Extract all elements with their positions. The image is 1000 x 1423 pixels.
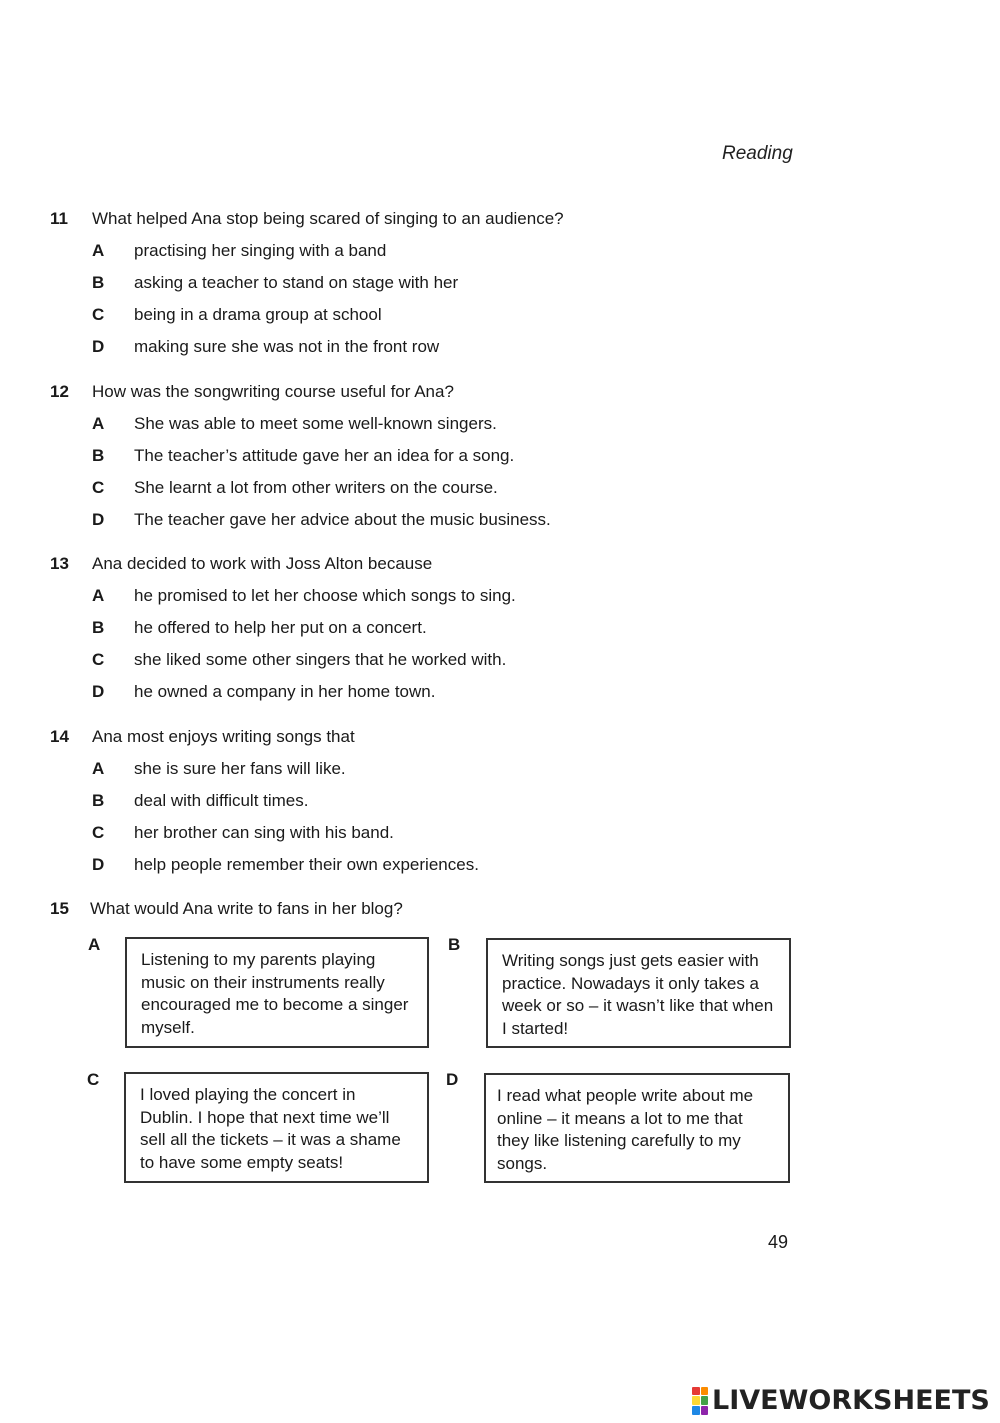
option-letter: A xyxy=(92,759,105,778)
question-14 xyxy=(0,727,1000,887)
question-13 xyxy=(0,554,1000,714)
option-letter: C xyxy=(92,478,105,497)
option-text: deal with difficult times. xyxy=(134,791,309,810)
option-b[interactable] xyxy=(0,791,1000,823)
option-a[interactable] xyxy=(0,414,1000,446)
blog-option-box-d[interactable]: I read what people write about me online – it means a lot to me that they like listening carefully to my songs. xyxy=(484,1073,790,1183)
option-d[interactable] xyxy=(0,682,1000,714)
box-letter-b: B xyxy=(448,935,461,954)
option-letter: A xyxy=(92,586,105,605)
question-12 xyxy=(0,382,1000,542)
box-letter-a: A xyxy=(88,935,101,954)
question-text: Ana decided to work with Joss Alton because xyxy=(92,554,433,573)
question-number: 13 xyxy=(50,554,69,573)
option-letter: C xyxy=(92,650,105,669)
question-15 xyxy=(0,899,1000,921)
option-letter: D xyxy=(92,510,105,529)
question-number: 15 xyxy=(50,899,69,918)
option-text: She learnt a lot from other writers on the course. xyxy=(134,478,498,497)
option-c[interactable] xyxy=(0,650,1000,682)
blog-option-box-b[interactable]: Writing songs just gets easier with practice. Nowadays it only takes a week or so – it wasn’t like that when I started! xyxy=(486,938,791,1048)
liveworksheets-logo xyxy=(692,1385,990,1416)
option-d[interactable] xyxy=(0,510,1000,542)
option-b[interactable] xyxy=(0,618,1000,650)
question-text: What would Ana write to fans in her blog? xyxy=(90,899,403,918)
option-a[interactable] xyxy=(0,586,1000,618)
option-text: The teacher’s attitude gave her an idea for a song. xyxy=(134,446,515,465)
liveworksheets-logo-icon xyxy=(692,1387,708,1415)
option-letter: A xyxy=(92,414,105,433)
option-letter: C xyxy=(92,305,105,324)
option-c[interactable] xyxy=(0,478,1000,510)
option-a[interactable] xyxy=(0,759,1000,791)
blog-option-box-c[interactable]: I loved playing the concert in Dublin. I hope that next time we’ll sell all the tickets – it was a shame to have some empty seats! xyxy=(124,1072,429,1183)
logo-text: LIVEWORKSHEETS xyxy=(712,1385,990,1416)
option-letter: D xyxy=(92,682,105,701)
option-text: she is sure her fans will like. xyxy=(134,759,346,778)
option-text: She was able to meet some well-known singers. xyxy=(134,414,497,433)
option-d[interactable] xyxy=(0,855,1000,887)
blog-option-box-a[interactable]: Listening to my parents playing music on their instruments really encouraged me to become a singer myself. xyxy=(125,937,429,1048)
question-text: Ana most enjoys writing songs that xyxy=(92,727,355,746)
option-letter: D xyxy=(92,337,105,356)
option-text: being in a drama group at school xyxy=(134,305,382,324)
option-letter: D xyxy=(92,855,105,874)
option-letter: C xyxy=(92,823,105,842)
option-letter: B xyxy=(92,446,105,465)
section-header: Reading xyxy=(722,143,793,164)
option-d[interactable] xyxy=(0,337,1000,369)
option-letter: B xyxy=(92,273,105,292)
option-text: he offered to help her put on a concert. xyxy=(134,618,427,637)
option-text: practising her singing with a band xyxy=(134,241,387,260)
box-letter-d: D xyxy=(446,1070,459,1089)
option-letter: A xyxy=(92,241,105,260)
option-text: she liked some other singers that he worked with. xyxy=(134,650,507,669)
option-text: her brother can sing with his band. xyxy=(134,823,394,842)
option-b[interactable] xyxy=(0,446,1000,478)
option-text: he promised to let her choose which songs to sing. xyxy=(134,586,516,605)
question-text: How was the songwriting course useful for Ana? xyxy=(92,382,454,401)
option-c[interactable] xyxy=(0,305,1000,337)
question-number: 12 xyxy=(50,382,69,401)
option-text: help people remember their own experiences. xyxy=(134,855,479,874)
option-a[interactable] xyxy=(0,241,1000,273)
option-text: making sure she was not in the front row xyxy=(134,337,440,356)
question-11 xyxy=(0,209,1000,369)
option-text: The teacher gave her advice about the music business. xyxy=(134,510,551,529)
question-number: 14 xyxy=(50,727,69,746)
option-c[interactable] xyxy=(0,823,1000,855)
question-number: 11 xyxy=(50,209,68,228)
option-b[interactable] xyxy=(0,273,1000,305)
question-text: What helped Ana stop being scared of singing to an audience? xyxy=(92,209,564,228)
option-letter: B xyxy=(92,791,105,810)
option-text: asking a teacher to stand on stage with her xyxy=(134,273,459,292)
box-letter-c: C xyxy=(87,1070,100,1089)
page-number: 49 xyxy=(768,1232,789,1252)
option-letter: B xyxy=(92,618,105,637)
option-text: he owned a company in her home town. xyxy=(134,682,436,701)
